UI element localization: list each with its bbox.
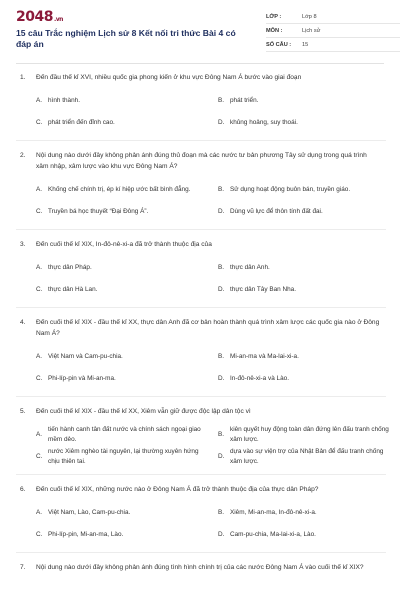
- question-item: [16, 72, 386, 141]
- answer-option[interactable]: [36, 90, 210, 112]
- option-text: kiên quyết huy động toàn dân đứng lên đấu tranh chống xâm lược.: [230, 426, 389, 443]
- option-text: Việt Nam, Lào, Cam-pu-chia.: [48, 509, 131, 516]
- question-prompt: Đến đầu thế kỉ XVI, nhiều quốc gia phong kiến ở khu vực Đông Nam Á bước vào giai đoạn: [36, 74, 302, 81]
- question-item: [16, 406, 389, 475]
- answer-options: [16, 424, 389, 468]
- option-letter: D.: [218, 453, 225, 460]
- answer-option[interactable]: [218, 90, 392, 112]
- answer-option[interactable]: [36, 368, 210, 390]
- option-letter: C.: [36, 453, 43, 460]
- meta-value: 15: [302, 42, 309, 48]
- option-text: Truyền bá học thuyết “Đại Đông Á”.: [48, 208, 149, 215]
- question-text: [16, 317, 386, 339]
- answer-options: [16, 502, 386, 546]
- option-letter: B.: [218, 186, 225, 193]
- answer-option[interactable]: [36, 179, 210, 201]
- question-text: [16, 562, 386, 573]
- option-text: phát triển.: [230, 97, 259, 104]
- meta-label: SỐ CÂU :: [266, 42, 292, 48]
- option-letter: C.: [36, 119, 43, 126]
- option-text: thực dân Anh.: [230, 264, 270, 271]
- question-prompt: Nội dung nào dưới đây không phản ánh đúng thủ đoạn mà các nước tư bản phương Tây sử dụng trong quá trình xâm nhập, xâm lược vào khu vực Đông Nam Á?: [36, 152, 367, 170]
- option-letter: B.: [218, 509, 225, 516]
- option-text: Xiêm, Mi-an-ma, In-đô-nê-xi-a.: [230, 509, 317, 516]
- site-logo[interactable]: [16, 9, 63, 25]
- question-number: 6.: [20, 486, 26, 493]
- option-text: Dùng vũ lực để thôn tính đất đai.: [230, 208, 323, 215]
- answer-options: [16, 179, 386, 223]
- option-text: thực dân Tây Ban Nha.: [230, 286, 296, 293]
- question-divider: [16, 552, 386, 553]
- option-letter: A.: [36, 509, 43, 516]
- question-text: [16, 72, 386, 83]
- option-letter: C.: [36, 375, 43, 382]
- option-text: hình thành.: [48, 97, 80, 104]
- answer-option[interactable]: [218, 424, 392, 446]
- question-number: 3.: [20, 241, 26, 248]
- option-letter: C.: [36, 286, 43, 293]
- option-text: Khống chế chính trị, ép kí hiệp ước bất bình đẳng.: [48, 186, 191, 193]
- answer-option[interactable]: [218, 524, 392, 546]
- page-title: 15 câu Trắc nghiệm Lịch sử 8 Kết nối tri thức Bài 4 có đáp án: [16, 28, 236, 49]
- answer-option[interactable]: [36, 502, 210, 524]
- question-item: [16, 239, 386, 308]
- question-prompt: Đến cuối thế kỉ XIX - đầu thế kỉ XX, Xiêm vẫn giữ được độc lập dân tộc vì: [36, 408, 251, 415]
- option-text: Việt Nam và Cam-pu-chia.: [48, 353, 123, 360]
- option-text: thực dân Pháp.: [48, 264, 92, 271]
- question-divider: [16, 307, 386, 308]
- answer-option[interactable]: [36, 446, 210, 468]
- option-letter: D.: [218, 375, 225, 382]
- answer-option[interactable]: [218, 112, 392, 134]
- meta-label: MÔN :: [266, 28, 283, 34]
- option-letter: A.: [36, 264, 43, 271]
- option-letter: B.: [218, 264, 225, 271]
- answer-option[interactable]: [36, 201, 210, 223]
- question-divider: [16, 474, 386, 475]
- option-letter: D.: [218, 208, 225, 215]
- option-letter: A.: [36, 186, 43, 193]
- answer-option[interactable]: [36, 279, 210, 301]
- option-text: dựa vào sự viện trợ của Nhật Bản để đấu tranh chống xâm lược.: [230, 448, 384, 465]
- answer-option[interactable]: [36, 424, 210, 446]
- question-item: [16, 317, 386, 397]
- option-text: Sử dụng hoạt động buôn bán, truyền giáo.: [230, 186, 351, 193]
- option-text: Phi-líp-pin và Mi-an-ma.: [48, 375, 116, 382]
- option-text: khủng hoảng, suy thoái.: [230, 119, 298, 126]
- meta-row-class: [266, 10, 400, 24]
- meta-info: [266, 10, 400, 52]
- meta-value: Lịch sử: [302, 28, 321, 34]
- question-divider: [16, 229, 386, 230]
- answer-option[interactable]: [218, 346, 392, 368]
- option-letter: A.: [36, 431, 43, 438]
- meta-value: Lớp 8: [302, 14, 317, 20]
- option-letter: D.: [218, 531, 225, 538]
- answer-options: [16, 346, 386, 390]
- question-prompt: Nội dung nào dưới đây không phản ánh đúng tình hình chính trị của các nước Đông Nam Á vào cuối thế kỉ XIX?: [36, 564, 364, 571]
- question-text: [16, 484, 386, 495]
- answer-option[interactable]: [218, 279, 392, 301]
- question-text: [16, 150, 386, 172]
- answer-option[interactable]: [36, 346, 210, 368]
- question-prompt: Đến cuối thế kỉ XIX, những nước nào ở Đông Nam Á đã trở thành thuộc địa của thực dân Pháp?: [36, 486, 319, 493]
- option-text: In-đô-nê-xi-a và Lào.: [230, 375, 289, 382]
- logo-domain: .vn: [53, 16, 63, 23]
- document-header: [16, 0, 384, 64]
- option-letter: A.: [36, 353, 43, 360]
- question-divider: [16, 140, 386, 141]
- answer-options: [16, 257, 386, 301]
- question-prompt: Đến cuối thế kỉ XIX - đầu thế kỉ XX, thực dân Anh đã cơ bản hoàn thành quá trình xâm lược các quốc gia nào ở Đông Nam Á?: [36, 319, 380, 337]
- question-item: [16, 150, 386, 230]
- question-list: [16, 72, 389, 573]
- question-prompt: Đến cuối thế kỉ XIX, In-đô-nê-xi-a đã trở thành thuộc địa của: [36, 241, 212, 248]
- question-number: 4.: [20, 319, 26, 326]
- question-text: [16, 406, 386, 417]
- option-text: thực dân Hà Lan.: [48, 286, 98, 293]
- option-letter: D.: [218, 286, 225, 293]
- question-number: 5.: [20, 408, 26, 415]
- question-number: 7.: [20, 564, 26, 571]
- option-letter: D.: [218, 119, 225, 126]
- answer-option[interactable]: [218, 502, 392, 524]
- option-letter: B.: [218, 353, 225, 360]
- option-text: phát triển đến đỉnh cao.: [48, 119, 115, 126]
- logo-number: 2048: [16, 9, 53, 25]
- option-text: Mi-an-ma và Ma-lai-xi-a.: [230, 353, 299, 360]
- question-divider: [16, 396, 386, 397]
- question-item: [16, 484, 386, 553]
- question-number: 2.: [20, 152, 26, 159]
- option-text: nước Xiêm nghèo tài nguyên, lại thường xuyên hứng chịu thiên tai.: [48, 448, 199, 465]
- answer-option[interactable]: [36, 524, 210, 546]
- question-number: 1.: [20, 74, 26, 81]
- meta-label: LỚP :: [266, 14, 282, 20]
- answer-option[interactable]: [36, 257, 210, 279]
- answer-options: [16, 90, 386, 134]
- option-letter: B.: [218, 431, 225, 438]
- option-letter: C.: [36, 531, 43, 538]
- option-text: tiến hành canh tân đất nước và chính sách ngoại giao mềm dẻo.: [48, 426, 201, 443]
- question-item: [16, 562, 386, 573]
- option-letter: A.: [36, 97, 43, 104]
- question-text: [16, 239, 386, 250]
- meta-row-count: [266, 38, 400, 52]
- option-text: Cam-pu-chia, Ma-lai-xi-a, Lào.: [230, 531, 316, 538]
- answer-option[interactable]: [218, 368, 392, 390]
- answer-option[interactable]: [218, 179, 392, 201]
- meta-row-subject: [266, 24, 400, 38]
- answer-option[interactable]: [36, 112, 210, 134]
- option-text: Phi-líp-pin, Mi-an-ma, Lào.: [48, 531, 124, 538]
- answer-option[interactable]: [218, 257, 392, 279]
- answer-option[interactable]: [218, 446, 392, 468]
- answer-option[interactable]: [218, 201, 392, 223]
- option-letter: C.: [36, 208, 43, 215]
- option-letter: B.: [218, 97, 225, 104]
